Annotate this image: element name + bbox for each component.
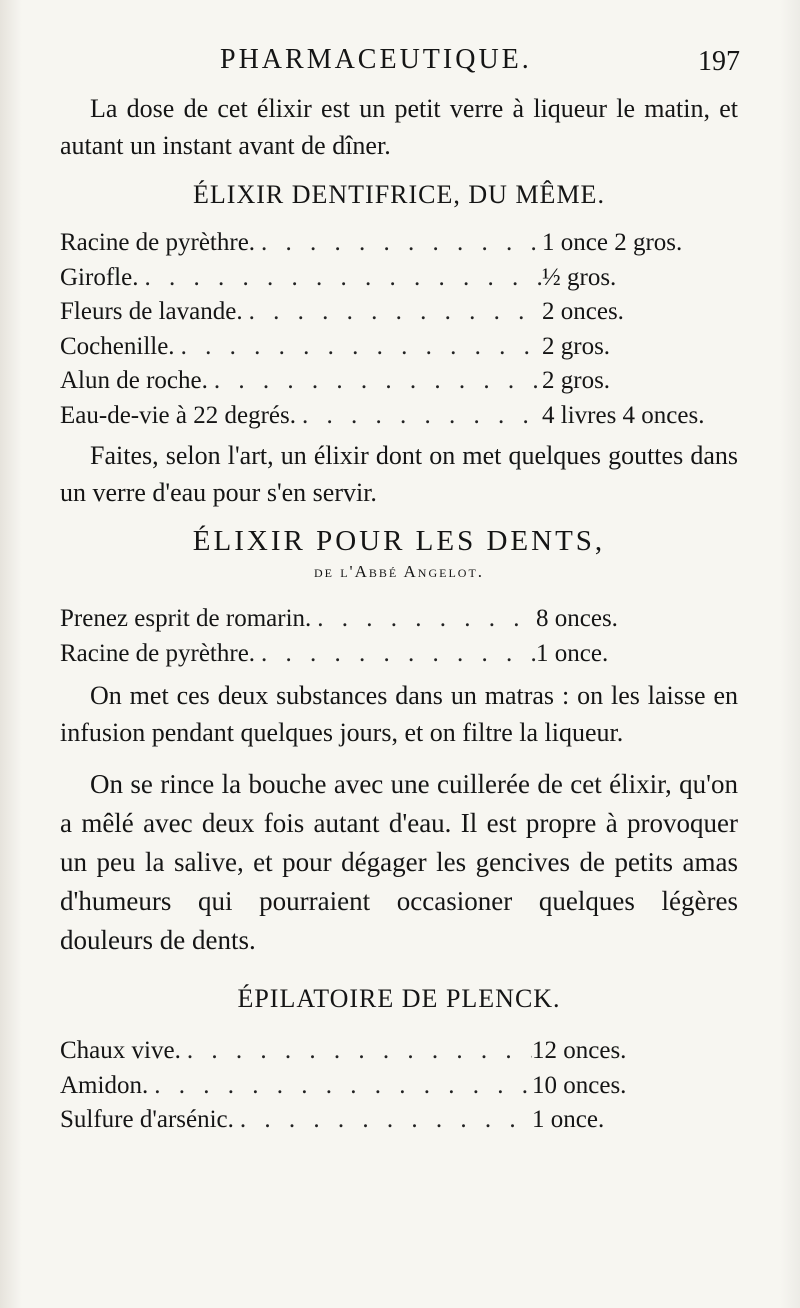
ingredient-quantity: 1 once 2 gros. <box>542 229 683 256</box>
ingredient-name: Racine de pyrèthre. <box>60 639 256 667</box>
recipe-list-epilatoire <box>60 1034 738 1138</box>
ingredient-quantity: 12 onces. <box>532 1037 627 1064</box>
section-title-epilatoire: ÉPILATOIRE DE PLENCK. <box>237 984 561 1013</box>
ingredient-name: Chaux vive. <box>60 1037 181 1064</box>
ingredient-name: Racine de pyrèthre. <box>60 229 256 256</box>
recipe-row <box>60 261 738 296</box>
recipe-row <box>60 295 738 330</box>
ingredient-quantity: 10 onces. <box>532 1071 627 1099</box>
recipe-row <box>60 330 738 365</box>
ingredient-name: Alun de roche. <box>60 367 208 394</box>
section-title-elixir-pour-les-dents: ÉLIXIR POUR LES DENTS, <box>192 525 606 557</box>
dot-leader <box>243 295 542 330</box>
dot-leader <box>234 1103 532 1138</box>
recipe-row <box>60 399 738 434</box>
ingredient-quantity: 1 once. <box>536 639 609 667</box>
recipe-row <box>60 1103 738 1138</box>
recipe-row <box>60 637 738 672</box>
ingredient-name: Eau-de-vie à 22 degrés. <box>60 401 296 429</box>
usage-paragraph: On se rince la bouche avec une cuillerée de cet élixir, qu'on a mêlé avec deux fois autant d'eau. Il est propre à provoquer un peu la salive, et pour dégager les gencives de petits amas d'humeurs qui pourraient occasioner quelques légères douleurs de dents. <box>60 769 738 955</box>
dot-leader <box>138 261 542 296</box>
instructions-paragraph: Faites, selon l'art, un élixir dont on met quelques gouttes dans un verre d'eau pour s'en servir. <box>60 441 738 507</box>
running-title: PHARMACEUTIQUE. <box>220 44 532 75</box>
dot-leader <box>255 226 542 261</box>
page-number: 197 <box>698 46 740 77</box>
ingredient-name: Amidon. <box>60 1071 149 1099</box>
recipe-list-elixir-dentifrice <box>60 226 738 433</box>
section-title-elixir-dentifrice: ÉLIXIR DENTIFRICE, DU MÊME. <box>193 180 605 209</box>
dot-leader <box>175 330 542 365</box>
ingredient-name: Fleurs de lavande. <box>60 298 243 325</box>
ingredient-quantity: ½ gros. <box>542 263 617 291</box>
ingredient-name: Prenez esprit de romarin. <box>60 605 312 632</box>
ingredient-name: Sulfure d'arsénic. <box>60 1106 234 1133</box>
recipe-row <box>60 602 738 637</box>
ingredient-name: Girofle. <box>60 263 139 291</box>
dot-leader <box>255 637 536 672</box>
page-header <box>60 44 740 84</box>
ingredient-name: Cochenille. <box>60 332 175 360</box>
recipe-row <box>60 226 738 261</box>
dot-leader <box>148 1069 532 1104</box>
dot-leader <box>208 364 542 399</box>
method-paragraph: On met ces deux substances dans un matras : on les laisse en infusion pendant quelques jours, et on filtre la liqueur. <box>60 681 738 747</box>
recipe-row <box>60 364 738 399</box>
ingredient-quantity: 1 once. <box>532 1106 605 1133</box>
dot-leader <box>296 399 542 434</box>
recipe-list-elixir-pour-les-dents <box>60 602 738 671</box>
dot-leader <box>181 1034 532 1069</box>
page-body <box>60 90 738 1138</box>
section-subtitle: de l'Abbé Angelot. <box>313 562 485 581</box>
ingredient-quantity: 2 gros. <box>542 332 611 360</box>
ingredient-quantity: 2 gros. <box>542 367 611 394</box>
intro-paragraph: La dose de cet élixir est un petit verre à liqueur le matin, et autant un instant avant de dîner. <box>60 94 738 160</box>
recipe-row <box>60 1034 738 1069</box>
ingredient-quantity: 2 onces. <box>542 298 624 325</box>
ingredient-quantity: 4 livres 4 onces. <box>542 401 705 429</box>
ingredient-quantity: 8 onces. <box>536 605 618 632</box>
recipe-row <box>60 1069 738 1104</box>
dot-leader <box>311 602 536 637</box>
